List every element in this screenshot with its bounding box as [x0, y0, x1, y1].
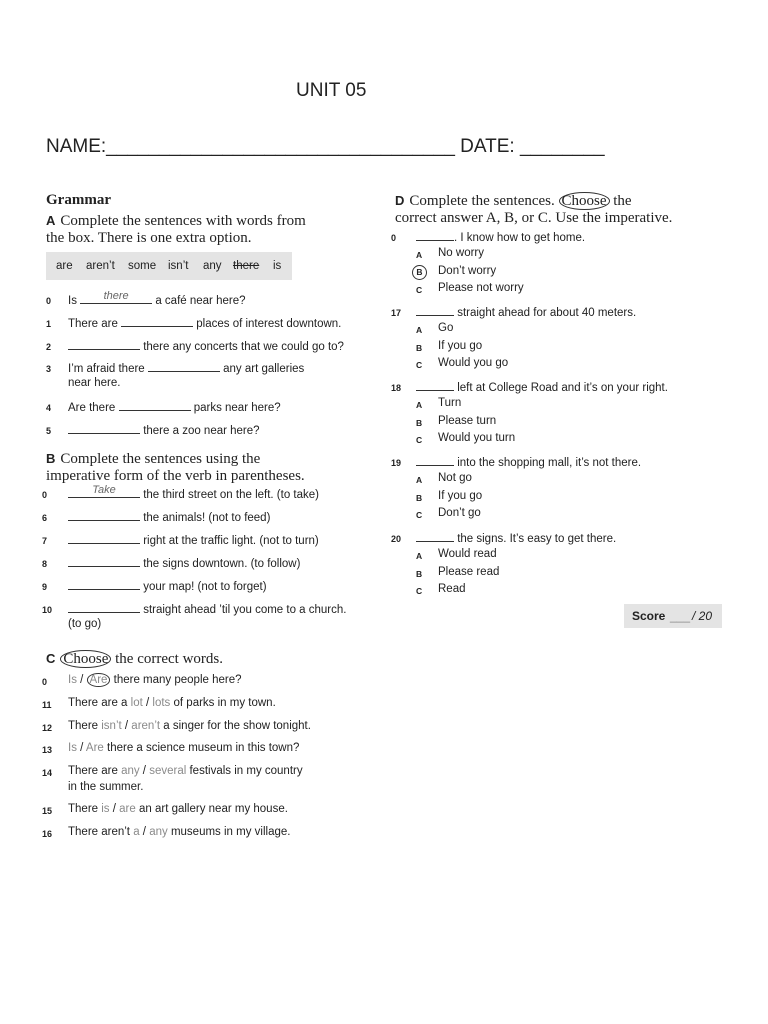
option-word: isn’t — [101, 720, 122, 732]
answer-blank — [121, 316, 193, 327]
option-letter: C — [416, 285, 423, 295]
question-text: the signs downtown. (to follow) — [68, 556, 300, 570]
answer-blank — [68, 579, 140, 590]
answer-blank — [80, 290, 152, 304]
option-word: lot — [130, 697, 143, 709]
instructions: the box. There is one extra option. — [46, 230, 252, 246]
section-a-heading — [46, 212, 306, 247]
question-text: into the shopping mall, it’s not there. — [416, 455, 641, 469]
question-number: 9 — [42, 582, 48, 592]
option-text: Would you go — [438, 357, 509, 369]
question-number: 4 — [46, 403, 52, 413]
section-letter: B — [46, 451, 56, 466]
option-text: Please turn — [438, 414, 497, 427]
option-text: Read — [438, 583, 466, 595]
option-word: are — [119, 803, 136, 815]
question-number: 0 — [391, 233, 397, 243]
option-word: any — [121, 765, 140, 777]
answer-blank — [416, 531, 454, 542]
option-text: If you go — [438, 339, 483, 352]
question-number: 12 — [42, 723, 53, 733]
question-text: straight ahead ’til you come to a church. — [68, 602, 346, 616]
instructions: imperative form of the verb in parentheses. — [46, 468, 305, 484]
question-text-cont: near here. — [68, 377, 121, 389]
box-word: any — [203, 260, 222, 272]
answer-blank — [68, 484, 140, 498]
score-box — [624, 604, 722, 628]
question-number: 11 — [42, 700, 52, 710]
option-letter: B — [416, 568, 423, 579]
answer-blank — [68, 533, 140, 544]
question-text: There isn’t / aren’t a singer for the show tonight. — [68, 720, 311, 732]
option-word: a — [133, 826, 140, 838]
question-number: 0 — [42, 490, 48, 500]
circled-word: Choose — [559, 192, 610, 210]
question-text: Take the third street on the left. (to take) — [68, 487, 319, 501]
option-text: No worry — [438, 247, 485, 259]
question-text: there a zoo near here? — [68, 423, 260, 437]
instructions: the correct words. — [115, 651, 224, 667]
score-total: / 20 — [692, 609, 713, 623]
question-text-cont: (to go) — [68, 618, 102, 630]
question-number: 10 — [42, 605, 53, 615]
question-number: 5 — [46, 426, 52, 436]
option-letter: A — [416, 325, 423, 335]
question-text: There is / are an art gallery near my house. — [68, 803, 288, 815]
option-text: Don’t worry — [438, 264, 497, 277]
option-word: is — [101, 803, 110, 815]
option-letter: C — [416, 435, 423, 445]
option-letter: B — [416, 417, 423, 428]
option-word: Are — [87, 673, 111, 687]
question-text: There are a lot / lots of parks in my town. — [68, 697, 276, 709]
option-letter: A — [416, 475, 423, 485]
option-text: Turn — [438, 397, 462, 409]
box-word: is — [273, 260, 282, 272]
option-word: Is — [68, 742, 77, 754]
section-letter: C — [46, 651, 56, 666]
option-text: Not go — [438, 472, 472, 484]
instructions: Complete the sentences. — [409, 193, 555, 209]
option-text: Go — [438, 322, 454, 334]
section-d-heading — [395, 192, 672, 227]
question-text: right at the traffic light. (not to turn) — [68, 533, 319, 547]
question-number: 6 — [42, 513, 48, 523]
option-letter: A — [416, 250, 423, 260]
option-text: Would read — [438, 548, 497, 560]
score-blank: ___ — [670, 609, 691, 623]
option-text: If you go — [438, 489, 483, 502]
question-number: 1 — [46, 319, 52, 329]
section-letter: A — [46, 213, 56, 228]
option-text: Don’t go — [438, 507, 481, 519]
option-word: aren’t — [131, 720, 161, 732]
question-text: straight ahead for about 40 meters. — [416, 305, 636, 319]
option-word: several — [149, 765, 187, 777]
grammar-heading: Grammar — [46, 192, 111, 208]
question-text: Are there parks near here? — [68, 402, 281, 414]
question-text: . I know how to get home. — [416, 230, 585, 244]
section-b-heading — [46, 450, 305, 485]
option-letter: B — [412, 265, 427, 280]
instructions: Complete the sentences with words from — [60, 213, 306, 229]
unit-title: UNIT 05 — [296, 80, 367, 101]
question-number: 2 — [46, 342, 52, 352]
box-word: there — [233, 260, 260, 272]
section-c-heading — [46, 650, 223, 668]
question-text: Is / Are there a science museum in this town? — [68, 742, 300, 754]
option-letter: A — [416, 551, 423, 561]
question-text: There are places of interest downtown. — [68, 318, 342, 330]
option-letter: C — [416, 510, 423, 520]
box-word: some — [128, 260, 157, 272]
option-word: Are — [85, 742, 104, 754]
answer-blank — [119, 400, 191, 411]
option-letter: C — [416, 586, 423, 596]
answer-blank — [416, 455, 454, 466]
circled-word: Choose — [60, 650, 111, 668]
answer-blank — [68, 339, 140, 350]
option-text: Please read — [438, 565, 500, 578]
option-word: Is — [68, 674, 77, 686]
option-letter: A — [416, 400, 423, 410]
answer-blank — [68, 423, 140, 434]
question-number: 0 — [46, 296, 52, 306]
question-number: 3 — [46, 364, 52, 374]
question-number: 14 — [42, 768, 53, 778]
answer-example: Take — [92, 484, 116, 496]
option-letter: B — [416, 342, 423, 353]
option-text: Please not worry — [438, 282, 524, 294]
box-word: isn’t — [168, 260, 189, 272]
instructions: the — [613, 193, 632, 209]
question-text: I’m afraid there any art galleries — [68, 363, 305, 375]
question-text: Is / Are there many people here? — [68, 674, 242, 686]
question-text: your map! (not to forget) — [68, 579, 267, 593]
box-word: are — [56, 260, 73, 272]
question-number: 17 — [391, 308, 402, 318]
answer-blank — [148, 361, 220, 372]
answer-blank — [416, 230, 454, 241]
question-text: the animals! (not to feed) — [68, 510, 270, 524]
question-text: There are any / several festivals in my country — [68, 765, 303, 777]
answer-blank — [68, 556, 140, 567]
answer-blank — [416, 305, 454, 316]
score-label: Score — [632, 609, 666, 623]
question-text: Is there a café near here? — [68, 290, 246, 307]
question-number: 15 — [42, 806, 53, 816]
answer-blank — [68, 510, 140, 521]
box-word: aren’t — [86, 260, 115, 272]
question-text: there any concerts that we could go to? — [68, 339, 344, 353]
question-number: 18 — [391, 383, 402, 393]
instructions: correct answer A, B, or C. Use the imperative. — [395, 210, 673, 226]
option-letter: C — [416, 360, 423, 370]
instructions: Complete the sentences using the — [60, 451, 261, 467]
word-box — [46, 252, 292, 280]
option-text: Would you turn — [438, 432, 516, 444]
question-text: the signs. It’s easy to get there. — [416, 531, 616, 545]
name-date-line: NAME:_________________________________ DATE: ________ — [46, 136, 605, 157]
option-letter: B — [416, 492, 423, 503]
question-text-cont: in the summer. — [68, 781, 144, 793]
option-word: lots — [152, 697, 171, 709]
section-letter: D — [395, 193, 405, 208]
question-number: 13 — [42, 745, 53, 755]
question-number: 20 — [391, 534, 402, 544]
question-number: 8 — [42, 559, 48, 569]
question-number: 0 — [42, 677, 48, 687]
question-text: There aren’t a / any museums in my village. — [68, 826, 291, 838]
question-text: left at College Road and it’s on your right. — [416, 380, 668, 394]
question-number: 7 — [42, 536, 48, 546]
answer-blank — [416, 380, 454, 391]
answer-example: there — [103, 290, 129, 302]
question-number: 16 — [42, 829, 53, 839]
option-word: any — [149, 826, 168, 838]
question-number: 19 — [391, 458, 402, 468]
answer-blank — [68, 602, 140, 613]
